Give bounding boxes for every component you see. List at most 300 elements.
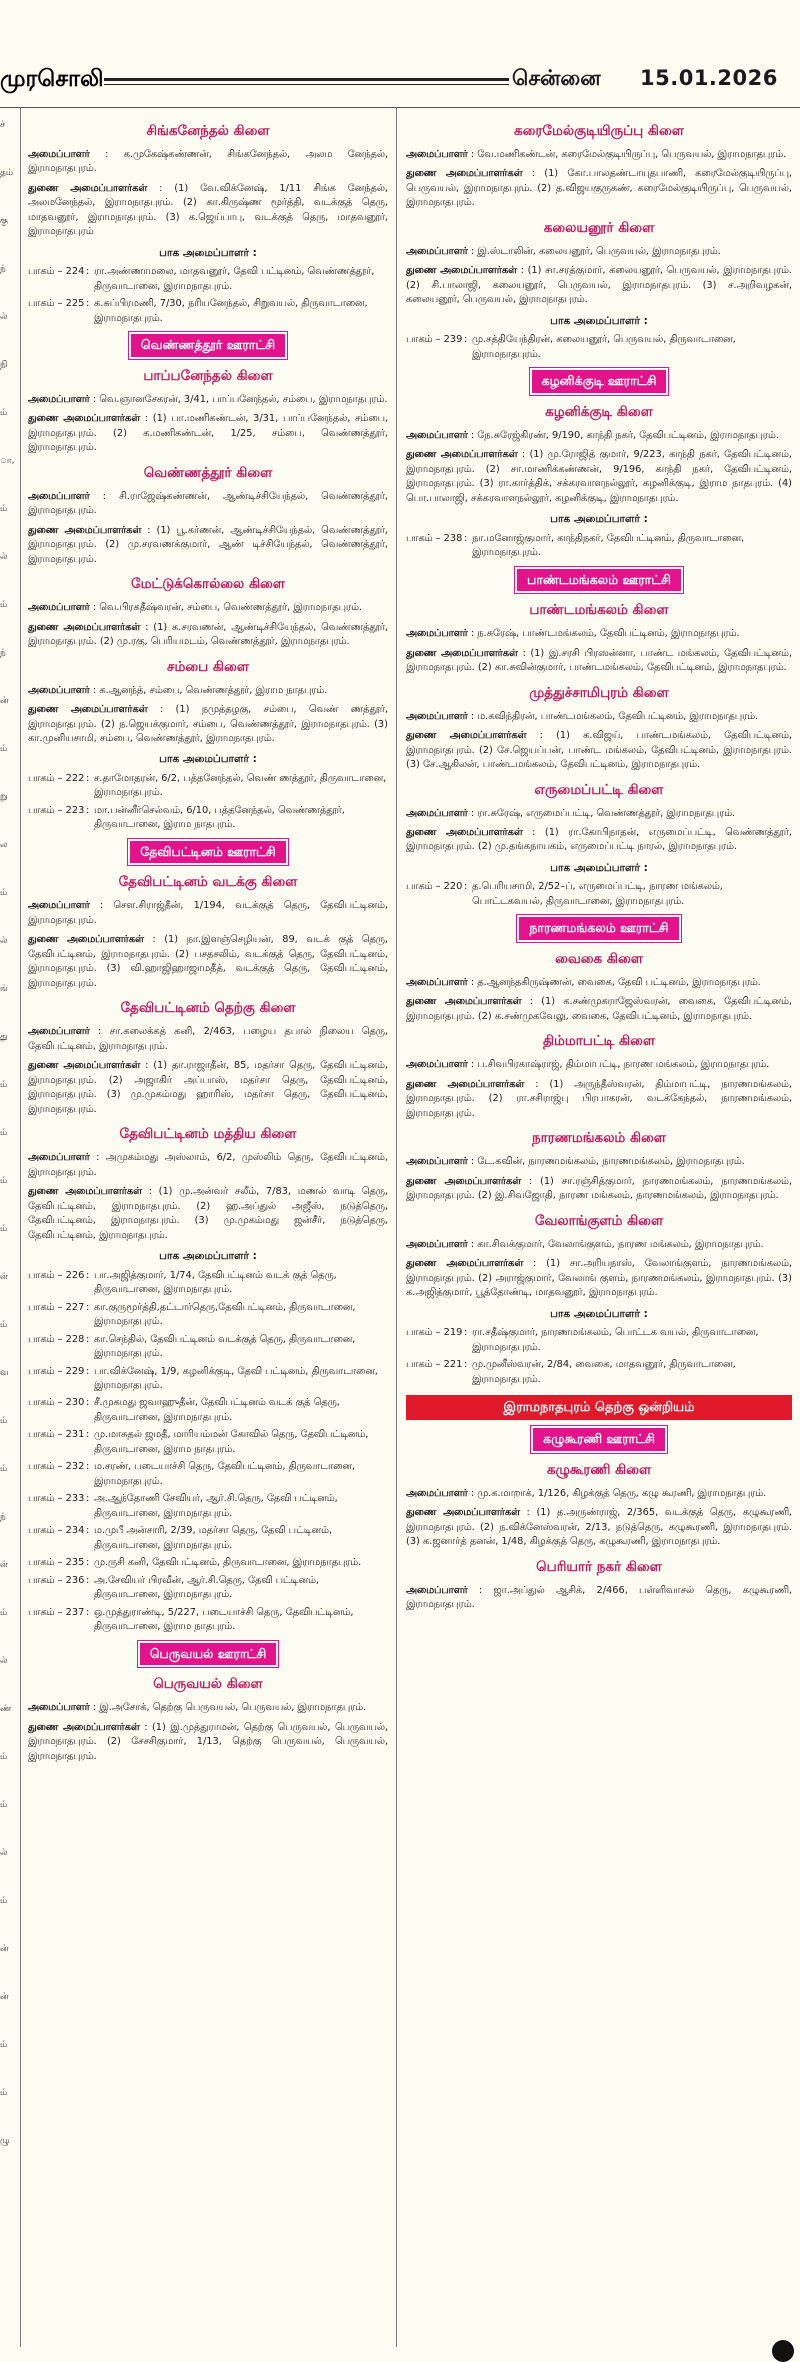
booth-colon: : bbox=[86, 1333, 90, 1345]
role-label: அமைப்பாளர் bbox=[28, 602, 90, 614]
union-banner: இராமநாதபுரம் தெற்கு ஒன்றியம் bbox=[406, 1395, 792, 1420]
organiser-entry bbox=[28, 1701, 388, 1715]
booth-colon: : bbox=[464, 1359, 468, 1371]
fragment-text: ல் bbox=[0, 552, 8, 562]
role-label: துணை அமைப்பாளர்கள் bbox=[28, 182, 148, 194]
role-label: அமைப்பாளர் bbox=[406, 148, 468, 160]
branch-heading: கழுகூரணி கிளை bbox=[546, 1461, 652, 1478]
booth-entry bbox=[28, 1365, 388, 1394]
booth-number: பாகம் – 220 bbox=[406, 881, 463, 893]
booth-number: பாகம் – 229 bbox=[28, 1365, 85, 1377]
booth-entry bbox=[28, 265, 388, 294]
role-label: துணை அமைப்பாளர்கள் bbox=[406, 1078, 525, 1090]
paper-name: முரசொலி bbox=[0, 66, 104, 92]
panchayat-banner: நாரணமங்கலம் ஊராட்சி bbox=[517, 915, 680, 942]
role-label: அமைப்பாளர் bbox=[406, 429, 468, 441]
booth-entry bbox=[28, 1301, 388, 1330]
booth-number: பாகம் – 239 bbox=[406, 334, 463, 346]
organiser-entry bbox=[28, 684, 388, 698]
fragment-text: ல bbox=[0, 840, 8, 850]
organiser-entry bbox=[28, 524, 388, 567]
organiser-details: : கா.சிவக்குமார், வேலாங்குளம், நாரண மங்கலம், இராமநாதபுரம். bbox=[470, 1238, 764, 1250]
organiser-details: : அமுகம்மது அஸ்லாம், 6/2, முஸ்லிம் தெரு, தேவிபட்டினம், இராமநாதபுரம். bbox=[28, 1152, 388, 1178]
booth-number: பாகம் – 225 bbox=[28, 298, 85, 310]
role-label: அமைப்பாளர் bbox=[406, 1487, 468, 1499]
role-label: அமைப்பாளர் bbox=[28, 900, 90, 912]
organiser-details: : (1) ரா.கோபிநாதன், எருமைப்பட்டி, வெண்ணத்தூர், இராமநாதபுரம். (2) மு.தங்கநாயகம், எருமைப்பட்டி நாரல், இராமநாதபுரம். bbox=[406, 826, 792, 853]
booth-colon: : bbox=[86, 1606, 90, 1618]
booth-colon: : bbox=[86, 1493, 90, 1505]
organiser-details: : வெ.ஞானசேகரன், 3/41, பாப்பனேந்தல், சம்பை, இராமநாதபுரம். bbox=[92, 393, 388, 405]
booth-number: பாகம் – 235 bbox=[28, 1557, 85, 1569]
panchayat-banner-wrap bbox=[406, 567, 792, 594]
role-label: துணை அமைப்பாளர்கள் bbox=[406, 647, 518, 659]
organiser-entry bbox=[406, 729, 792, 772]
booth-details: சீ.முகமது ஜவாஹுதீன், தேவிபட்டினம் வடக் குத் தெரு, திருவாடானை, இராமநாதபுரம். bbox=[94, 1397, 340, 1423]
booth-colon: : bbox=[86, 1461, 90, 1473]
branch-heading: பெருவயல் கிளை bbox=[153, 1676, 263, 1693]
booth-details: மா.பன்னீர்செல்வம், 6/10, பத்தனேந்தல், வெண்ணத்தூர், திருவாடானை, இராம நாதபுரம். bbox=[94, 804, 345, 831]
booth-organiser-heading: பாக அமைப்பாளர் : bbox=[550, 861, 648, 874]
organiser-details: : (1) நமுத்தழகு, சம்பை, வெண் ணத்தூர், இராமநாதபுரம். (2) ந.ஜெயக்குமார், சம்பை, வெண்ணத்தூர், இராமநாதபுரம். (3) கா.முனியசாமி, சம்பை, வெண்ணத்தூர், இராமநாதபுரம். bbox=[28, 704, 388, 744]
booth-organiser-heading: பாக அமைப்பாளர் : bbox=[159, 753, 257, 766]
column-divider-1 bbox=[20, 107, 21, 2347]
booth-entry bbox=[28, 1556, 388, 1570]
fragment-text: ம் bbox=[0, 744, 8, 754]
role-label: துணை அமைப்பாளர்கள் bbox=[406, 826, 523, 838]
booth-number: பாகம் – 219 bbox=[406, 1327, 463, 1339]
fragment-text: ம் bbox=[0, 1080, 8, 1090]
organiser-details: : டே.கவின், நாரணமங்கலம், நாரணமங்கலம், இராமநாதபுரம். bbox=[470, 1156, 745, 1168]
role-label: அமைப்பாளர் bbox=[406, 245, 468, 257]
newspaper-header bbox=[0, 0, 800, 92]
panchayat-banner-wrap bbox=[406, 915, 792, 942]
organiser-details: : (1) கோ.பாலதண்டாயுதபாணி, கரைமேல்குடியிருப்பு, பெருவயல், இராமநாதபுரம். (2) த.விஜயகுருகண், கரைமேல்குடியிருப்பு, பெருவயல், இராமநாதபுரம். bbox=[406, 168, 793, 209]
fragment-text: ம் bbox=[0, 504, 8, 514]
booth-number: பாகம் – 238 bbox=[406, 532, 463, 544]
role-label: துணை அமைப்பாளர்கள் bbox=[406, 1258, 524, 1270]
organiser-entry bbox=[406, 1487, 792, 1501]
booth-entry bbox=[406, 333, 792, 362]
organiser-entry bbox=[28, 703, 388, 746]
booth-colon: : bbox=[86, 804, 90, 816]
fragment-text: ன் bbox=[0, 1944, 9, 1954]
organiser-entry bbox=[406, 710, 792, 724]
organiser-details: : (1) பூ.கர்ணன், ஆண்டிச்சியேந்தல், வெண்ணத்தூர், இராமநாதபுரம். (2) மு.சரவணக்குமார், ஆண் டிச்சியேந்தல், வெண்ணத்தூர், இராமநாதபுரம். bbox=[28, 524, 388, 565]
booth-colon: : bbox=[86, 1429, 90, 1441]
panchayat-banner: தேவிபட்டினம் ஊராட்சி bbox=[128, 839, 287, 866]
role-label: அமைப்பாளர் bbox=[28, 393, 90, 405]
organiser-entry bbox=[406, 148, 792, 162]
panchayat-banner: பாண்டமங்கலம் ஊராட்சி bbox=[515, 567, 683, 594]
booth-organiser-heading: பாக அமைப்பாளர் : bbox=[159, 1250, 257, 1263]
role-label: துணை அமைப்பாளர்கள் bbox=[28, 1060, 141, 1072]
booth-colon: : bbox=[86, 298, 90, 310]
role-label: துணை அமைப்பாளர்கள் bbox=[406, 1175, 522, 1187]
panchayat-banner: வெண்ணத்தூர் ஊராட்சி bbox=[129, 332, 287, 359]
booth-organiser-heading: பாக அமைப்பாளர் : bbox=[159, 246, 257, 259]
organiser-details: : சா.கலைக்கத் கனி, 2/463, பழைய தபால் நிலைய தெரு, தேவிபட்டினம், இராமநாதபுரம். bbox=[28, 1026, 388, 1052]
organiser-entry bbox=[406, 1175, 792, 1204]
branch-heading: நாரணமங்கலம் கிளை bbox=[532, 1130, 666, 1147]
role-label: துணை அமைப்பாளர்கள் bbox=[28, 704, 148, 716]
booth-details: மு.சத்தியேந்திரன், கலையனூர், பெருவயல், திருவாடானை, இராமநாதபுரம். bbox=[472, 334, 736, 360]
booth-number: பாகம் – 237 bbox=[28, 1606, 85, 1618]
booth-details: ஒ.முத்துராண்டி, 5/227, படையாச்சி தெரு, தேவிபட்டினம், திருவாடானை, இராம நாதபுரம். bbox=[94, 1606, 354, 1633]
booth-entry bbox=[28, 772, 388, 801]
organiser-entry bbox=[406, 627, 792, 641]
role-label: அமைப்பாளர் bbox=[406, 807, 468, 819]
booth-details: பா.அஜித்குமார், 1/74, தேவிபட்டினம் வடக் குத் தெரு, திருவாடானை, இராமநாதபுரம். bbox=[94, 1269, 337, 1296]
organiser-entry bbox=[406, 995, 792, 1024]
organiser-entry bbox=[28, 1721, 388, 1764]
role-label: அமைப்பாளர் bbox=[28, 490, 90, 502]
organiser-details: : (1) மு.அன்வர் சலீம், 7/83, மணல் வாடி தெரு, தேவிபட்டினம், இராமநாதபுரம். (2) ஹ.அப்துல் அஜீஸ், நடுத்தெரு, தேவிபட்டினம், இராமநாதபுரம். (3) மு.முகம்மது ஜன்சீர், நடுத்தெரு, தேவிபட்டினம், இராமநாதபுரம். bbox=[28, 1186, 388, 1241]
booth-entry bbox=[28, 1396, 388, 1425]
fragment-text: ந் bbox=[0, 264, 6, 274]
panchayat-banner: பெருவயல் ஊராட்சி bbox=[138, 1641, 279, 1668]
role-label: அமைப்பாளர் bbox=[406, 976, 468, 988]
organiser-details: : (1) சா.அரியநாஸ், வேலாங்குளம், நாரணமங்கலம், இராமநாதபுரம். (2) அராஜ்குமார், வேலாங் குளம், நாரணமங்கலம், இராமநாதபுரம். (3) க.அஜித்குமார், பூத்தோண்டி, மாதவனூர், இராமநாதபுரம். bbox=[406, 1258, 792, 1299]
branch-heading: பாப்பனேந்தல் கிளை bbox=[143, 367, 273, 384]
organiser-entry bbox=[406, 976, 792, 990]
panchayat-banner: கழனிக்குடி ஊராட்சி bbox=[530, 368, 669, 395]
organiser-entry bbox=[406, 807, 792, 821]
organiser-entry bbox=[28, 182, 388, 240]
booth-details: மு.முனீஸ்வரன், 2/84, வைகை, மாதவனூர், திருவாடானை, இராமநாதபுரம். bbox=[472, 1359, 736, 1385]
organiser-entry bbox=[28, 393, 388, 407]
panchayat-banner-wrap bbox=[28, 332, 388, 359]
organiser-details: : (1) த.அருண்ராஜ், 2/365, வடக்குத் தெரு, கழுகூரணி, இராமநாதபுரம். (2) ந.விக்னேஸ்வரன், 2/13, நடுத்தெரு, கழுகூரணி, இராமநாதபுரம். (3) க.ஜனார்த் தனன், 1/48, கிழக்குத் தெரு, கழுகூரணி, இராமநாதபுரம். bbox=[406, 1507, 793, 1548]
fragment-text: வ bbox=[0, 1368, 9, 1378]
fragment-text: ள் bbox=[0, 1272, 9, 1282]
organiser-details: : (1) தா.ராஜாதீன், 85, மதர்சா தெரு, தேவிபட்டினம், இராமநாதபுரம். (2) அஜாகிர் அப்பாஸ், மதர்சா தெரு, தேவிபட்டினம், இராமநாதபுரம். (3) மு.முகம்மது ஹாரிஸ், மதர்சா தெரு, தேவிபட்டினம், இராமநாதபுரம். bbox=[28, 1060, 389, 1115]
fragment-text: ல் bbox=[0, 1848, 8, 1858]
branch-heading: முத்துச்சாமிபுரம் கிளை bbox=[529, 684, 669, 701]
organiser-details: : (1) க.சரவணன், ஆண்டிச்சியேந்தல், வெண்ணத்தூர், இராமநாதபுரம். (2) மு.ரகு, பெரியமடம், வெண்ணத்தூர், இராமநாதபுரம். bbox=[28, 621, 388, 648]
booth-details: கா.குருமூர்த்தி,தட்டார்தெரு,தேவிபட்டினம், திருவாடானை, இராமநாதபுரம். bbox=[94, 1301, 356, 1328]
booth-details: ம.முபீ அன்சாரி, 2/39, மதர்சா தெரு, தேவி பட்டினம், திருவாடானை, இராமநாதபுரம். bbox=[94, 1525, 333, 1551]
booth-colon: : bbox=[464, 1327, 468, 1339]
booth-details: மு.ருசி கனி, தேவிபட்டினம், திருவாடானை, இராமநாதபுரம். bbox=[94, 1557, 362, 1569]
fragment-text: ழு bbox=[0, 2136, 10, 2146]
booth-details: ரா.சதீஷ்குமார், நாரணமங்கலம், பொட்டக வயல், திருவாடானை, இராமநாதபுரம். bbox=[472, 1327, 759, 1353]
organiser-entry bbox=[406, 429, 792, 443]
booth-details: அ.ஆந்தோணி சேவியர், ஆர்.சி.தெரு, தேவி பட்டினம், திருவாடானை, இராமநாதபுரம். bbox=[94, 1493, 338, 1519]
booth-number: பாகம் – 224 bbox=[28, 266, 85, 278]
branch-heading: தேவிபட்டினம் தெற்கு கிளை bbox=[120, 1000, 296, 1017]
header-divider bbox=[0, 107, 800, 108]
right-column bbox=[406, 120, 792, 1618]
organiser-entry bbox=[28, 412, 388, 455]
role-label: அமைப்பாளர் bbox=[406, 628, 468, 640]
organiser-entry bbox=[406, 1584, 792, 1613]
booth-details: த.பெரியசாமி, 2/52–ப், எருமைப்பட்டி, நாரண மங்கலம், பொட்டகவயல், திருவாடானை, இராமநாதபுரம். bbox=[472, 881, 723, 907]
left-column bbox=[28, 120, 388, 1769]
branch-heading: மேட்டுக்கொல்லை கிளை bbox=[131, 576, 285, 593]
booth-entry bbox=[28, 1269, 388, 1298]
branch-heading: வேலாங்குளம் கிளை bbox=[534, 1212, 664, 1229]
fragment-text: ந் bbox=[0, 648, 6, 658]
organiser-entry bbox=[406, 1058, 792, 1072]
booth-entry bbox=[28, 804, 388, 833]
organiser-details: : சி.ராஜேஷ்கண்ணன், ஆண்டிச்சியேந்தல், வெண்ணத்தூர், இராமநாதபுரம். bbox=[28, 490, 388, 517]
organiser-details: : (1) வே.விக்னேஷ், 1/11 சிங்க னேந்தல், அலமனேந்தல், இராமநாதபுரம். (2) கா.கிருஷ்ண மூர்த்தி, வடக்குத் தெரு, மாதவனூர், இராமநாதபுரம். (3) க.ஜெய்பாபு, வடக்குத் தெரு, மாதவனூர், இராமநாதபுரம் bbox=[28, 182, 389, 238]
booth-number: பாகம் – 230 bbox=[28, 1397, 85, 1409]
booth-number: பாகம் – 226 bbox=[28, 1269, 85, 1281]
role-label: துணை அமைப்பாளர்கள் bbox=[28, 621, 141, 633]
fragment-text: ல் bbox=[0, 1656, 8, 1666]
role-label: துணை அமைப்பாளர்கள் bbox=[406, 996, 522, 1008]
booth-number: பாகம் – 222 bbox=[28, 773, 85, 784]
role-label: அமைப்பாளர் bbox=[28, 684, 90, 696]
organiser-entry bbox=[28, 601, 388, 615]
booth-entry bbox=[28, 1524, 388, 1553]
panchayat-banner: கழுகூரணி ஊராட்சி bbox=[531, 1426, 667, 1453]
role-label: அமைப்பாளர் bbox=[406, 1156, 468, 1168]
fragment-text: ம் bbox=[0, 1608, 8, 1618]
organiser-entry bbox=[406, 826, 792, 855]
branch-heading: வெண்ணத்தூர் கிளை bbox=[143, 464, 273, 481]
booth-colon: : bbox=[464, 334, 468, 346]
booth-colon: : bbox=[86, 1574, 90, 1586]
branch-heading: தேவிபட்டினம் வடக்கு கிளை bbox=[118, 874, 298, 891]
fragment-text: ன் bbox=[0, 1992, 9, 2002]
fragment-text: ல் bbox=[0, 312, 8, 322]
role-label: அமைப்பாளர் bbox=[28, 1026, 90, 1038]
fragment-text: ம் bbox=[0, 1128, 8, 1138]
panchayat-banner-wrap bbox=[28, 1641, 388, 1668]
booth-colon: : bbox=[86, 773, 90, 784]
booth-entry bbox=[28, 1492, 388, 1521]
role-label: அமைப்பாளர் bbox=[406, 1059, 468, 1071]
organiser-details: : ப.சிவபிரகாஷ்ராஜ், திம்மாபட்டி, நாரண மங்கலம், இராமநாதபுரம். bbox=[470, 1059, 770, 1071]
booth-colon: : bbox=[86, 1365, 90, 1377]
fragment-text: ம் bbox=[0, 408, 8, 418]
branch-heading: தேவிபட்டினம் மத்திய கிளை bbox=[119, 1126, 297, 1143]
fragment-text: று bbox=[0, 792, 8, 802]
fragment-text: ச் bbox=[0, 120, 5, 130]
organiser-entry bbox=[406, 1257, 792, 1300]
booth-entry bbox=[28, 1606, 388, 1635]
branch-heading: பாண்டமங்கலம் கிளை bbox=[529, 602, 669, 619]
organiser-entry bbox=[406, 647, 792, 676]
fragment-text: ல் bbox=[0, 936, 8, 946]
booth-colon: : bbox=[86, 1269, 90, 1281]
fragment-text: ம் bbox=[0, 1896, 8, 1906]
panchayat-banner-wrap bbox=[406, 1426, 792, 1453]
role-label: அமைப்பாளர் bbox=[406, 1584, 468, 1596]
organiser-entry bbox=[28, 933, 388, 991]
fragment-text: ம் bbox=[0, 1176, 8, 1186]
booth-number: பாகம் – 232 bbox=[28, 1461, 85, 1473]
organiser-details: : த.ஆனந்தகிருஷ்ணன், வைகை, தேவி பட்டினம், இராமநாதபுரம். bbox=[470, 976, 761, 988]
organiser-entry bbox=[406, 245, 792, 259]
fragment-text: ம் bbox=[0, 1320, 8, 1330]
role-label: துணை அமைப்பாளர்கள் bbox=[406, 730, 527, 742]
role-label: அமைப்பாளர் bbox=[28, 148, 90, 160]
organiser-entry bbox=[28, 148, 388, 177]
role-label: துணை அமைப்பாளர்கள் bbox=[406, 265, 517, 277]
organiser-entry bbox=[406, 448, 792, 506]
masthead-rule bbox=[104, 78, 509, 81]
fragment-text: ம் bbox=[0, 888, 8, 898]
fragment-text: ங் bbox=[0, 984, 8, 994]
fragment-text: தம் bbox=[0, 168, 14, 178]
fragment-text: ன் bbox=[0, 696, 9, 706]
booth-colon: : bbox=[86, 1397, 90, 1409]
fragment-text: ம் bbox=[0, 2088, 8, 2098]
organiser-details: : (1) இ.முத்துராமன், தெற்கு பெருவயல், பெருவயல், இராமநாதபுரம். (2) சேசசிகுமார், 1/13, தெற்கு பெருவயல், பெருவயல், இராமநாதபுரம். bbox=[28, 1721, 388, 1762]
booth-colon: : bbox=[464, 881, 468, 893]
branch-heading: சிங்கனேந்தல் கிளை bbox=[146, 123, 270, 139]
fragment-text: ம் bbox=[0, 1752, 8, 1762]
role-label: துணை அமைப்பாளர்கள் bbox=[28, 1721, 140, 1733]
organiser-details: : இ.ஸ்டாலின், கலையனூர், பெருவயல், இராமநாதபுரம். bbox=[470, 245, 721, 257]
booth-details: ம.சரண், படையாச்சி தெரு, தேவிபட்டினம், திருவாடானை, இராமநாதபுரம். bbox=[94, 1461, 355, 1487]
booth-colon: : bbox=[86, 1557, 90, 1569]
booth-entry bbox=[406, 1358, 792, 1387]
fragment-text: ம் bbox=[0, 1800, 8, 1810]
booth-colon: : bbox=[464, 532, 468, 544]
organiser-details: : (1) பா.மணிகண்டன், 3/31, பாப்பனேந்தல், சம்பை, இராமநாதபுரம். (2) க.மணிகண்டன், 1/25, சம்பை, வெண்ணத்தூர், இராமநாதபுரம். bbox=[28, 413, 389, 454]
organiser-details: : (1) அருந்தீஸ்வரன், திம்மாபட்டி, நாரணமங்கலம், இராமநாதபுரம். (2) ரா.சசிராஜ்பு பிரபாகரன், வடக்கேந்தல், நாரணமங்கலம், இராமநாதபுரம். bbox=[406, 1078, 792, 1119]
branch-heading: கலையனூர் கிளை bbox=[543, 219, 655, 236]
fragment-text: ம் bbox=[0, 600, 8, 610]
organiser-details: : (1) க.விஜய், பாண்டமங்கலம், தேவிபட்டினம், இராமநாதபுரம். (2) சே.ஜெயப்பன், பாண்ட மங்கலம், தேவிபட்டினம், இராமநாதபுரம். (3) சே.ஆகிலன், பாண்டமங்கலம், தேவிபட்டினம், இராமநாதபுரம். bbox=[406, 730, 793, 771]
booth-organiser-heading: பாக அமைப்பாளர் : bbox=[550, 314, 648, 327]
organiser-entry bbox=[406, 1155, 792, 1169]
role-label: துணை அமைப்பாளர்கள் bbox=[406, 168, 523, 180]
booth-number: பாகம் – 227 bbox=[28, 1301, 85, 1313]
booth-entry bbox=[28, 1460, 388, 1489]
booth-number: பாகம் – 234 bbox=[28, 1525, 85, 1537]
booth-entry bbox=[406, 880, 792, 909]
fragment-text: ம் bbox=[0, 1416, 8, 1426]
booth-details: ரா.அண்ணாமலை, மாதவனூர், தேவி பட்டினம், வெண்ணத்தூர், திருவாடானை, இராமநாதபுரம். bbox=[94, 266, 375, 292]
booth-number: பாகம் – 231 bbox=[28, 1429, 85, 1441]
organiser-entry bbox=[28, 1151, 388, 1180]
booth-number: பாகம் – 221 bbox=[406, 1359, 463, 1371]
booth-number: பாகம் – 233 bbox=[28, 1493, 85, 1505]
page-number-badge bbox=[772, 2340, 794, 2362]
organiser-details: : மு.க.மாறாக், 1/126, கிழக்குத் தெரு, கழு கூரணி, இராமநாதபுரம். bbox=[470, 1487, 767, 1499]
edition-city: சென்னை bbox=[512, 66, 601, 90]
role-label: அமைப்பாளர் bbox=[28, 1152, 90, 1164]
booth-details: நா.மனோஜ்குமார், காந்திநகர், தேவிபட்டினம், திருவாடானை, இராமநாதபுரம். bbox=[472, 532, 745, 559]
organiser-details: : ஜா.அப்துல் ஆசிக், 2/466, பள்ளிவாசல் தெரு, கழுகூரணி, இராமநாதபுரம். bbox=[406, 1584, 792, 1611]
branch-heading: கரைமேல்குடியிருப்பு கிளை bbox=[514, 123, 684, 139]
organiser-entry bbox=[406, 1238, 792, 1252]
role-label: அமைப்பாளர் bbox=[406, 710, 468, 722]
organiser-entry bbox=[406, 1078, 792, 1121]
branch-heading: எருமைப்பட்டி கிளை bbox=[534, 781, 664, 798]
organiser-entry bbox=[28, 1185, 388, 1243]
branch-heading: சம்பை கிளை bbox=[167, 658, 249, 675]
fragment-text: ம் bbox=[0, 1464, 8, 1474]
booth-entry bbox=[28, 1333, 388, 1362]
booth-details: கா.செந்தில், தேவிபட்டினம் வடக்குத் தெரு, திருவாடானை, இராமநாதபுரம். bbox=[94, 1333, 356, 1360]
fragment-text: நி bbox=[0, 360, 8, 370]
booth-details: க.சுப்பிரமணி, 7/30, நரியனேந்தல், சிறுவயல், திருவாடானை, இராமநாதபுரம். bbox=[94, 298, 368, 324]
organiser-details: : ந.சுரேஷ், பாண்டமங்கலம், தேவிபட்டினம், இராமநாதபுரம். bbox=[470, 628, 740, 640]
organiser-details: : வெ.பிரகதீஷ்வரன், சம்பை, வெண்ணத்தூர், இராமநாதபுரம். bbox=[92, 602, 362, 614]
organiser-entry bbox=[28, 1059, 388, 1117]
panchayat-banner-wrap bbox=[28, 839, 388, 866]
organiser-details: : க.முகேஷ்கண்ணன், சிங்கனேந்தல், அலம னேந்தல், இராமநாதபுரம். bbox=[28, 148, 388, 175]
organiser-entry bbox=[28, 621, 388, 650]
role-label: துணை அமைப்பாளர்கள் bbox=[28, 524, 142, 536]
previous-column-fragment bbox=[0, 120, 15, 2184]
booth-organiser-heading: பாக அமைப்பாளர் : bbox=[550, 1307, 648, 1320]
role-label: துணை அமைப்பாளர்கள் bbox=[406, 449, 518, 461]
booth-entry bbox=[406, 1326, 792, 1355]
fragment-text: து bbox=[0, 1032, 8, 1042]
fragment-text: கு bbox=[0, 216, 8, 226]
booth-details: ச.தாமோதரன், 6/2, பத்தனேந்தல், வெண் ணத்தூர், திருவாடானை, இராமநாதபுரம். bbox=[94, 773, 387, 799]
organiser-details: : நே.சுரேஜ்கிரண், 9/190, காந்தி நகர், தேவிபட்டினம், இராமநாதபுரம். bbox=[470, 429, 779, 441]
panchayat-banner-wrap bbox=[406, 368, 792, 395]
booth-colon: : bbox=[86, 266, 90, 278]
fragment-text: ா, bbox=[0, 456, 15, 466]
organiser-entry bbox=[406, 167, 792, 210]
branch-heading: கழனிக்குடி கிளை bbox=[545, 403, 653, 420]
organiser-entry bbox=[28, 899, 388, 928]
masthead-rule-thin bbox=[104, 84, 509, 85]
role-label: அமைப்பாளர் bbox=[28, 1702, 90, 1714]
branch-heading: வைகை கிளை bbox=[555, 950, 643, 967]
fragment-text: ம் bbox=[0, 1224, 8, 1234]
organiser-details: : (1) மு.ரோஜித் குமார், 9/223, காந்தி நகர், தேவிபட்டினம், இராமநாதபுரம். (2) சா.மாணிக்கண்ணன், 9/196, காந்தி நகர், தேவிபட்டினம், இராமநாதபுரம். (3) ரா.கார்த்திக், சக்கரவாளநல்லூர், கழனிக்குடி, இராம நாதபுரம். (4) பொ.பாலாஜி, சக்கரவாளநல்லூர், கழனிக்குடி, இராமநாதபுரம். bbox=[406, 449, 792, 504]
organiser-details: : வே.மணிகண்டன், கரைமேல்குடியிருப்பு, பெருவயல், இராமநாதபுரம். bbox=[470, 148, 787, 160]
fragment-text: ள் bbox=[0, 1560, 9, 1570]
organiser-details: : (1) நா.இளஞ்செழியன், 89, வடக் குத் தெரு, தேவிபட்டினம், இராமநாதபுரம். (2) பசதசலிம், வடக்குத் தெரு, தேவிபட்டினம், இராமநாதபுரம். (3) வி.ஹாஜிஹாஜாமதீத், வடக்குத் தெரு, தேவிபட்டினம், இராமநாதபுரம். bbox=[28, 934, 388, 989]
branch-heading: திம்மாபட்டி கிளை bbox=[542, 1033, 656, 1050]
organiser-details: : க.ஆனந்த், சம்பை, வெண்ணத்தூர், இராம நாதபுரம். bbox=[92, 684, 328, 696]
booth-details: மு.மாசுதல் ஜமதீ, மாரியம்மன் கோவில் தெரு, தேவிபட்டினம், திருவாடானை, இராம நாதபுரம். bbox=[94, 1429, 369, 1455]
fragment-text: ந் bbox=[0, 1512, 6, 1522]
organiser-details: : (1) க.சண்முகராஜேஸ்வரன், வைகை, தேவிபட்டினம், இராமநாதபுரம். (2) க.சண்முகவேலு, வைகை, தேவிபட்டினம், இராமநாதபுரம். bbox=[406, 996, 792, 1022]
organiser-details: : சௌ.சிராஜ்தீன், 1/194, வடக்குத் தெரு, தேவிபட்டினம், இராமநாதபுரம். bbox=[28, 900, 388, 926]
booth-entry bbox=[406, 532, 792, 561]
booth-colon: : bbox=[86, 1525, 90, 1537]
organiser-details: : (1) இ.சரசி பிரஸன்னா, பாண்ட மங்கலம், தேவிபட்டினம், இராமநாதபுரம். (2) கா.சுவின்குமார், பாண்டமங்கலம், தேவிபட்டினம், இராமநாதபுரம். bbox=[406, 647, 792, 674]
organiser-details: : ம.கவிந்திரன், பாண்டமங்கலம், தேவிபட்டினம், இராமநாதபுரம். bbox=[470, 710, 759, 722]
booth-entry bbox=[28, 1428, 388, 1457]
booth-colon: : bbox=[86, 1301, 90, 1313]
role-label: துணை அமைப்பாளர்கள் bbox=[406, 1507, 520, 1519]
booth-number: பாகம் – 228 bbox=[28, 1333, 85, 1345]
organiser-details: : ரா.சுரேஷ், எருமைப்பட்டி, வெண்ணத்தூர், இராமநாதபுரம். bbox=[470, 807, 736, 819]
booth-details: அ.சேவியர் பிரவீன், ஆர்.சி.தெரு, தேவி பட்டினம், திருவாடானை, இராமநாதபுரம். bbox=[94, 1574, 319, 1601]
booth-entry bbox=[28, 297, 388, 326]
role-label: துணை அமைப்பாளர்கள் bbox=[28, 1186, 142, 1198]
branch-heading: பெரியார் நகர் கிளை bbox=[536, 1558, 662, 1575]
edition-date: 15.01.2026 bbox=[640, 66, 778, 90]
column-divider-2 bbox=[396, 107, 397, 2347]
organiser-entry bbox=[28, 490, 388, 519]
role-label: துணை அமைப்பாளர்கள் bbox=[28, 934, 144, 946]
role-label: துணை அமைப்பாளர்கள் bbox=[28, 413, 141, 425]
fragment-text: ம் bbox=[0, 2040, 8, 2050]
role-label: அமைப்பாளர் bbox=[406, 1238, 468, 1250]
booth-details: பா.விக்னேஷ், 1/9, கழனிக்குடி, தேவி பட்டினம், திருவாடானை, இராமநாதபுரம். bbox=[94, 1365, 378, 1391]
organiser-entry bbox=[406, 1506, 792, 1549]
organiser-details: : இ.அசோக், தெற்கு பெருவயல், பெருவயல், இராமநாதபுரம். bbox=[92, 1702, 367, 1714]
booth-number: பாகம் – 223 bbox=[28, 804, 85, 816]
fragment-text: ண் bbox=[0, 1704, 12, 1714]
booth-number: பாகம் – 236 bbox=[28, 1574, 85, 1586]
